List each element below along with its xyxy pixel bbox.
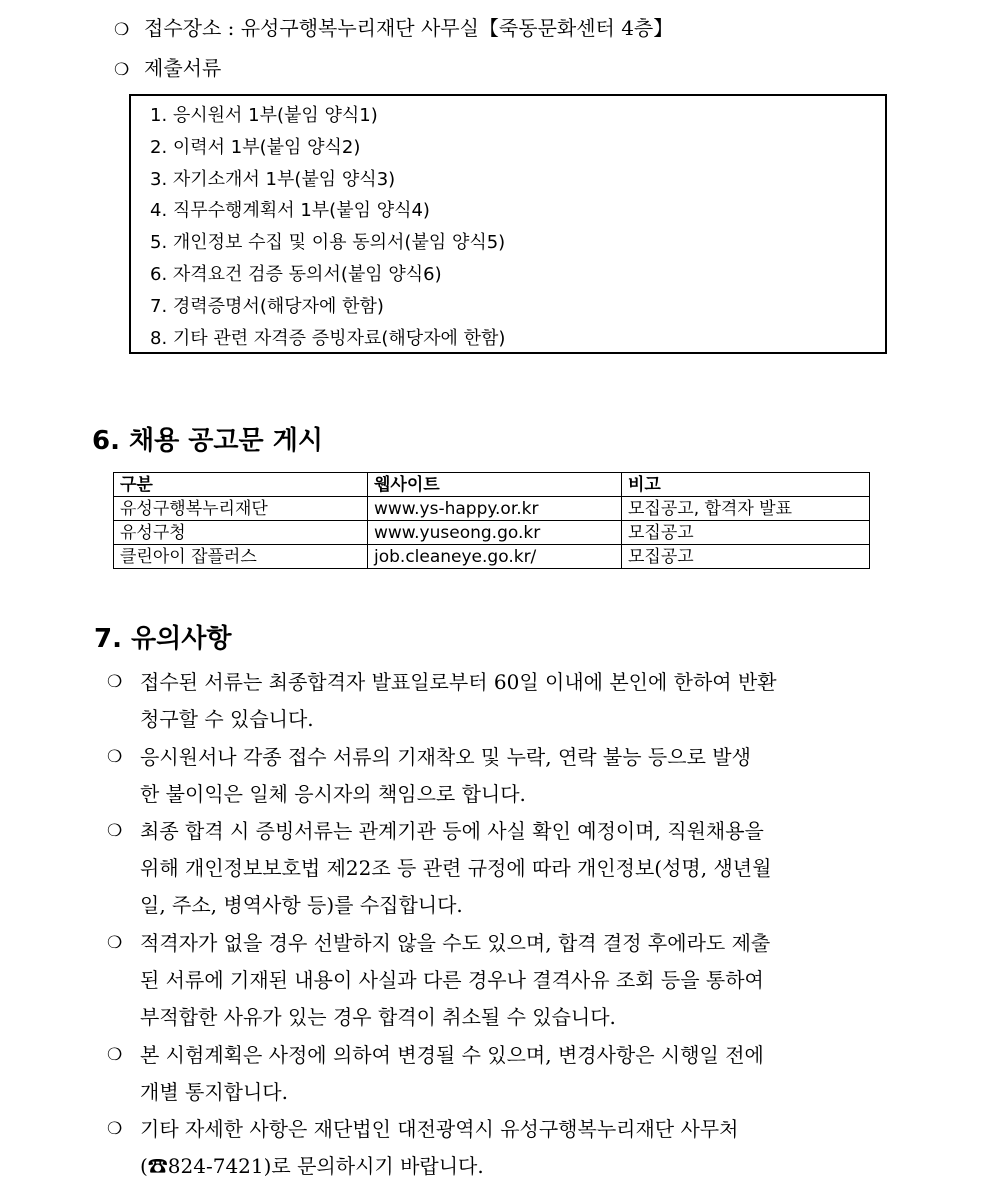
note-item (107, 664, 897, 738)
note-item (107, 739, 897, 813)
document-item: 4. 직무수행계획서 1부(붙임 양식4) (150, 200, 430, 222)
note-item (107, 1111, 897, 1185)
document-item: 5. 개인정보 수집 및 이용 동의서(붙임 양식5) (150, 232, 506, 254)
note-item (107, 1037, 897, 1111)
section7-title: 7. 유의사항 (94, 624, 232, 654)
circle-bullet-icon: ❍ (107, 933, 123, 953)
table-header-website: 웹사이트 (368, 473, 622, 497)
note-line: 부적합한 사유가 있는 경우 합격이 취소될 수 있습니다. (140, 1005, 616, 1029)
circle-bullet-icon: ❍ (107, 821, 123, 841)
posting-table (113, 472, 870, 569)
note-line: 적격자가 없을 경우 선발하지 않을 수도 있으며, 합격 결정 후에라도 제출 (140, 931, 771, 955)
table-row (114, 521, 870, 545)
note-line: (☎824-7421)로 문의하시기 바랍니다. (140, 1154, 484, 1178)
table-cell: 모집공고, 합격자 발표 (622, 497, 870, 521)
table-cell: 유성구행복누리재단 (114, 497, 368, 521)
document-item: 1. 응시원서 1부(붙임 양식1) (150, 105, 378, 126)
document-item: 8. 기타 관련 자격증 증빙자료(해당자에 한함) (150, 327, 506, 349)
note-line: 기타 자세한 사항은 재단법인 대전광역시 유성구행복누리재단 사무처 (140, 1117, 739, 1141)
circle-bullet-icon: ❍ (107, 672, 123, 692)
note-line: 최종 합격 시 증빙서류는 관계기관 등에 사실 확인 예정이며, 직원채용을 (140, 819, 764, 843)
table-cell: 유성구청 (114, 521, 368, 545)
application-location-text: 접수장소 : 유성구행복누리재단 사무실【죽동문화센터 4층】 (144, 16, 674, 40)
application-location (114, 14, 673, 44)
note-line: 접수된 서류는 최종합격자 발표일로부터 60일 이내에 본인에 한하여 반환 (140, 670, 777, 694)
table-cell: 클린아이 잡플러스 (114, 545, 368, 569)
website-link[interactable]: www.ys-happy.or.kr (368, 497, 622, 521)
documents-list-box (129, 94, 887, 354)
table-row (114, 545, 870, 569)
note-line: 된 서류에 기재된 내용이 사실과 다른 경우나 결격사유 조회 등을 통하여 (140, 968, 764, 992)
note-item (107, 925, 897, 1036)
table-header-category: 구분 (114, 473, 368, 497)
note-line: 본 시험계획은 사정에 의하여 변경될 수 있으며, 변경사항은 시행일 전에 (140, 1043, 764, 1067)
website-link[interactable]: job.cleaneye.go.kr/ (368, 545, 622, 569)
document-item: 7. 경력증명서(해당자에 한함) (150, 295, 384, 317)
document-item: 3. 자기소개서 1부(붙임 양식3) (150, 168, 396, 190)
table-cell: 모집공고 (622, 521, 870, 545)
table-header-row (114, 473, 870, 497)
documents-heading (114, 54, 221, 84)
note-item (107, 813, 897, 924)
note-line: 개별 통지합니다. (140, 1080, 288, 1104)
section6-title: 6. 채용 공고문 게시 (92, 426, 323, 456)
circle-bullet-icon: ❍ (107, 1045, 123, 1065)
note-line: 위해 개인정보보호법 제22조 등 관련 규정에 따라 개인정보(성명, 생년월 (140, 856, 772, 880)
note-line: 일, 주소, 병역사항 등)를 수집합니다. (140, 893, 463, 917)
table-header-remarks: 비고 (622, 473, 870, 497)
circle-bullet-icon: ❍ (114, 20, 130, 40)
circle-bullet-icon: ❍ (114, 60, 130, 80)
website-link[interactable]: www.yuseong.go.kr (368, 521, 622, 545)
circle-bullet-icon: ❍ (107, 747, 123, 767)
documents-heading-text: 제출서류 (144, 56, 222, 80)
table-cell: 모집공고 (622, 545, 870, 569)
circle-bullet-icon: ❍ (107, 1119, 123, 1139)
table-row (114, 497, 870, 521)
note-line: 청구할 수 있습니다. (140, 707, 314, 731)
document-item: 2. 이력서 1부(붙임 양식2) (150, 136, 361, 158)
note-line: 한 불이익은 일체 응시자의 책임으로 합니다. (140, 782, 526, 806)
document-item: 6. 자격요건 검증 동의서(붙임 양식6) (150, 263, 442, 285)
note-line: 응시원서나 각종 접수 서류의 기재착오 및 누락, 연락 불능 등으로 발생 (140, 745, 751, 769)
